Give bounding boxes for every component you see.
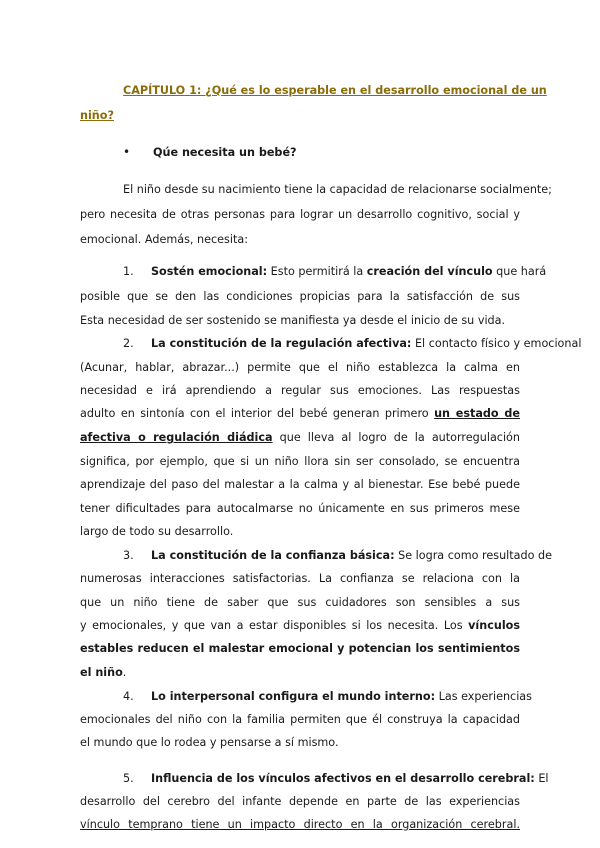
item-2-line-7: aprendizaje del paso del malestar a la calma y al bienestar. Ese bebé puede: [80, 478, 520, 491]
item-2-line-6: significa, por ejemplo, que si un niño llora sin ser consolado, se encuentra: [80, 455, 520, 468]
item-3-line-3: que un niño tiene de saber que sus cuidadores son sensibles a sus: [80, 596, 520, 609]
item-3-line-5: estables reducen el malestar emocional y potencian los sentimientos: [80, 642, 520, 655]
item-2-line-1: 2. La constitución de la regulación afectiva: El contacto físico y emocional: [123, 337, 582, 350]
item-5-line-3: vínculo temprano tiene un impacto directo en la organización cerebral.: [80, 818, 520, 831]
item-4-line-2: emocionales del niño con la familia permiten que él construya la capacidad: [80, 713, 520, 726]
item-3-line-1: 3. La constitución de la confianza básica: Se logra como resultado de: [123, 549, 552, 562]
item-2-line-5: afectiva o regulación diádica que lleva al logro de la autorregulación: [80, 431, 520, 444]
item-1-line-1: 1. Sostén emocional: Esto permitirá la creación del vínculo que hará: [123, 265, 547, 278]
item-2-line-2: (Acunar, hablar, abrazar...) permite que el niño establezca la calma en: [80, 361, 520, 374]
intro-line-1: El niño desde su nacimiento tiene la capacidad de relacionarse socialmente;: [123, 183, 552, 196]
item-2-line-9: largo de todo su desarrollo.: [80, 525, 234, 538]
intro-line-3: emocional. Además, necesita:: [80, 233, 248, 246]
item-2-line-8: tener dificultades para autocalmarse no únicamente en sus primeros mese: [80, 502, 520, 515]
item-1-line-2: posible que se den las condiciones propicias para la satisfacción de sus: [80, 290, 520, 303]
item-2-line-3: necesidad e irá aprendiendo a regular sus emociones. Las respuestas: [80, 384, 520, 397]
item-4-line-3: el mundo que lo rodea y pensarse a sí mismo.: [80, 736, 339, 749]
bullet-icon: •: [123, 145, 131, 159]
item-3-line-4: y emocionales, y que van a estar disponibles si los necesita. Los vínculos: [80, 619, 520, 632]
item-3-line-6: el niño.: [80, 666, 127, 679]
item-2-line-4: adulto en sintonía con el interior del bebé generan primero un estado de: [80, 407, 520, 420]
item-4-line-1: 4. Lo interpersonal configura el mundo interno: Las experiencias: [123, 690, 532, 703]
item-3-line-2: numerosas interacciones satisfactorias. La confianza se relaciona con la: [80, 572, 520, 585]
item-5-line-1: 5. Influencia de los vínculos afectivos en el desarrollo cerebral: El: [123, 772, 549, 785]
item-5-line-2: desarrollo del cerebro del infante depende en parte de las experiencias: [80, 795, 520, 808]
chapter-title-line-1: CAPÍTULO 1: ¿Qué es lo esperable en el desarrollo emocional de un: [123, 84, 547, 97]
intro-line-2: pero necesita de otras personas para lograr un desarrollo cognitivo, social y: [80, 208, 520, 221]
item-1-line-3: Esta necesidad de ser sostenido se manifiesta ya desde el inicio de su vida.: [80, 314, 506, 327]
chapter-title-line-2: niño?: [80, 109, 114, 122]
bullet-heading: Qúe necesita un bebé?: [153, 146, 297, 159]
